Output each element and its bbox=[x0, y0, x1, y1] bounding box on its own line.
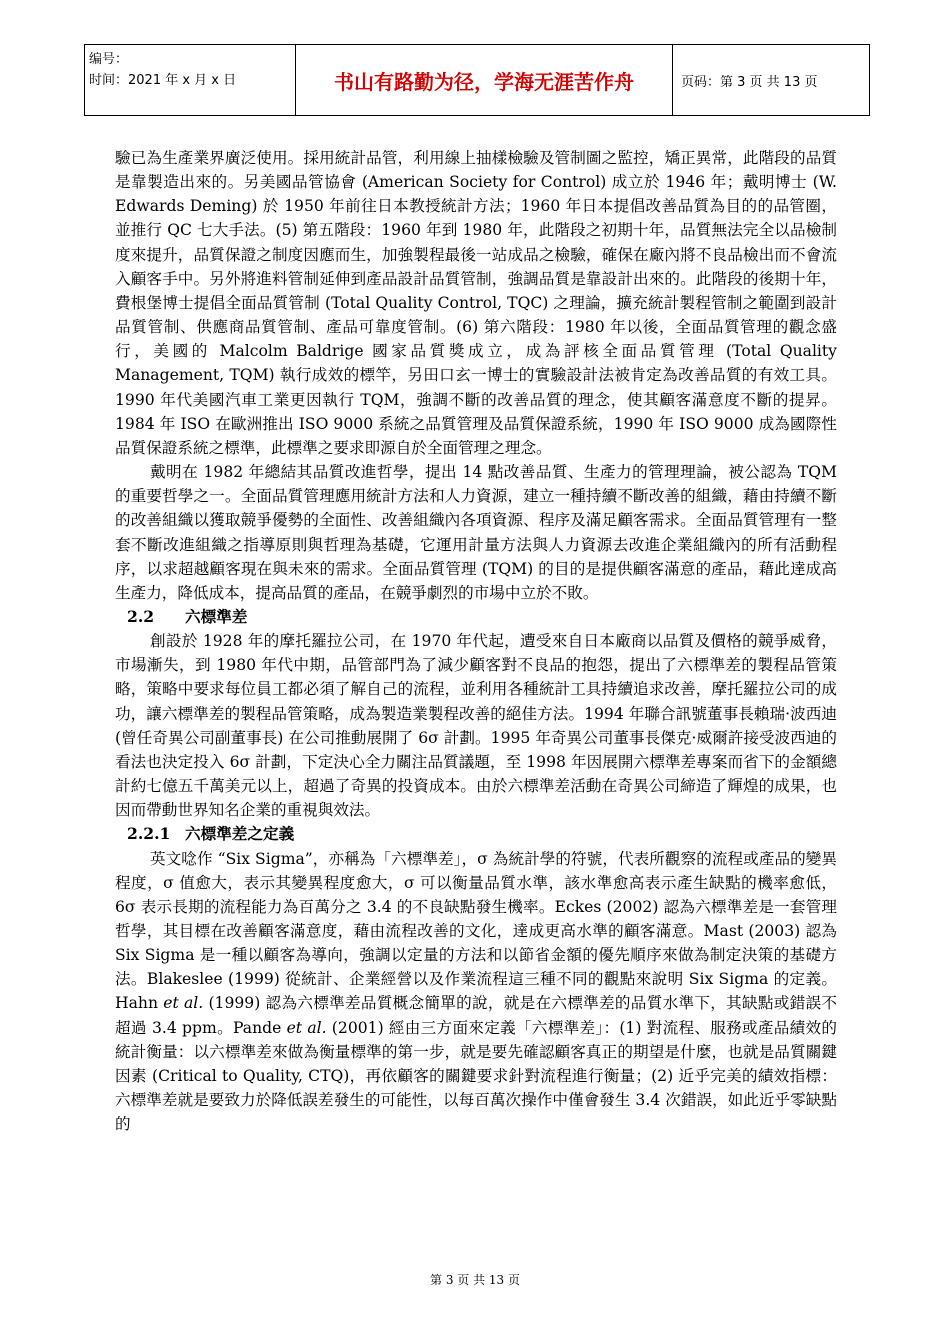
paragraph-deming-tqm: 戴明在 1982 年總結其品質改進哲學，提出 14 點改善品質、生產力的管理理論，被公認為 TQM 的重要哲學之一。全面品質管理應用統計方法和人力資源，建立一種持續不斷改善的組織，藉由持續不斷的改善組織以獲取競爭優勢的全面性、改善組織內各項資源、程序及滿足顧客需求。全面品質管理有一整套不斷改進組織之指導原則與哲理為基礎，它運用計量方法與人力資源去改進企業組織內的所有活動程序，以求超越顧客現在與未來的需求。全面品質管理 (TQM) 的目的是提供顧客滿意的產品，藉此達成高生產力，降低成本，提高品質的產品，在競爭劇烈的市場中立於不敗。 bbox=[115, 463, 837, 602]
section-title: 六標準差之定義 bbox=[185, 824, 295, 844]
paragraph-quality-stages: 驗已為生產業界廣泛使用。採用統計品管，利用線上抽樣檢驗及管制圖之監控，矯正異常，此階段的品質是靠製造出來的。另美國品管協會 (American Society for Control) 成立於 1946 年；戴明博士 (W. Edwards Deming) 於 1950 年前往日本教授統計方法；1960 年日本提倡改善品質為目的的品管圈，並推行 QC 七大手法。(5) 第五階段：1960 年到 1980 年，此階段之初期十年，品質無法完全以品檢制度來提升，品質保證之制度因應而生，加強製程最後一站成品之檢驗，確保在廠內將不良品檢出而不會流入顧客手中。另外將進料管制延伸到產品設計品質管制，強調品質是靠設計出來的。此階段的後期十年，費根堡博士提倡全面品質管制 (Total Quality Control, TQC) 之理論，擴充統計製程管制之範圍到設計品質管制、供應商品質管制、產品可靠度管制。(6) 第六階段：1980 年以後，全面品質管理的觀念盛行，美國的 Malcolm Baldrige 國家品質獎成立，成為評核全面品質管理 (Total Quality Management, TQM) 執行成效的標竿，另田口玄一博士的實驗設計法被肯定為改善品質的有效工具。1990 年代美國汽車工業更因執行 TQM，強調不斷的改善品質的理念，使其顧客滿意度不斷的提昇。1984 年 ISO 在歐洲推出 ISO 9000 系統之品質管理及品質保證系統，1990 年 ISO 9000 成為國際性品質保證系統之標準，此標準之要求即源自於全面管理之理念。 bbox=[115, 149, 837, 457]
text-run: (2001) 經由三方面來定義「六標準差」：(1) 對流程、服務或產品績效的統計衡量：以六標準差來做為衡量標準的第一步，就是要先確認顧客真正的期望是什麼，也就是品質關鍵因素 (Critical to Quality, CTQ)，再依顧客的關鍵要求針對流程進行衡量；(2) 近乎完美的績效指標：六標準差就是要致力於降低誤差發生的可能性，以每百萬次操作中僅會發生 3.4 次錯誤，如此近乎零缺點的 bbox=[115, 1018, 837, 1134]
section-title: 六標準差 bbox=[185, 606, 248, 626]
page-footer: 第 3 页 共 13 页 bbox=[430, 1273, 520, 1287]
page-header bbox=[84, 44, 870, 116]
header-motto: 书山有路勤为径，学海无涯苦作舟 bbox=[296, 45, 673, 116]
text-run: 英文唸作 “Six Sigma”，亦稱為「六標準差」，σ 為統計學的符號，代表所觀察的流程或產品的變異程度，σ 值愈大，表示其變異程度愈大，σ 可以衡量品質水準，該水準愈高表示產生缺點的機率愈低，6σ 表示長期的流程能力為百萬分之 3.4 的不良缺點發生機率。Eckes (2002) 認為六標準差是一套管理哲學，其目標在改善顧客滿意度，藉由流程改善的文化，達成更高水準的顧客滿意。Mast (2003) 認為 Six Sigma 是一種以顧客為導向，強調以定量的方法和以節省金額的優先順序來做為制定決策的基礎方法。Blakeslee (1999) 從統計、企業經營以及作業流程這三種不同的觀點來說明 Six Sigma 的定義。Hahn bbox=[115, 849, 837, 1013]
section-heading-2-2-1 bbox=[115, 822, 837, 846]
section-number: 2.2.1 bbox=[127, 824, 171, 844]
header-info-cell bbox=[85, 45, 296, 116]
paragraph-six-sigma-definition bbox=[115, 847, 837, 1137]
header-page-number: 页码：第 3 页 共 13 页 bbox=[673, 45, 870, 116]
italic-et-al: et al. bbox=[286, 1018, 327, 1037]
document-date-label: 时间：2021 年 x 月 x 日 bbox=[89, 73, 237, 88]
section-number: 2.2 bbox=[127, 606, 155, 626]
document-body bbox=[115, 146, 837, 1136]
section-heading-2-2 bbox=[115, 605, 837, 629]
document-number-label: 编号： bbox=[89, 52, 129, 67]
text-run: (1999) 認為六標準差品質概念簡單的說，就是在六標準差的品質水準下，其缺點或錯誤不超過 3.4 ppm。Pande bbox=[115, 994, 837, 1037]
paragraph-motorola-history: 創設於 1928 年的摩托羅拉公司，在 1970 年代起，遭受來自日本廠商以品質及價格的競爭威脅，市場漸失，到 1980 年代中期，品管部門為了減少顧客對不良品的抱怨，提出了六標準差的製程品管策略，策略中要求每位員工都必須了解自己的流程，並利用各種統計工具持續追求改善，摩托羅拉公司的成功，讓六標準差的製程品管策略，成為製造業製程改善的絕佳方法。1994 年聯合訊號董事長賴瑞·波西迪 (曾任奇異公司副董事長) 在公司推動展開了 6σ 計劃。1995 年奇異公司董事長傑克·威爾許接受波西迪的看法也決定投入 6σ 計劃，下定決心全力關注品質議題，至 1998 年因展開六標準差專案而省下的金額總計約七億五千萬美元以上，超過了奇異的投資成本。由於六標準差活動在奇異公司締造了輝煌的成果，也因而帶動世界知名企業的重視與效法。 bbox=[115, 632, 837, 820]
italic-et-al: et al. bbox=[163, 994, 204, 1013]
